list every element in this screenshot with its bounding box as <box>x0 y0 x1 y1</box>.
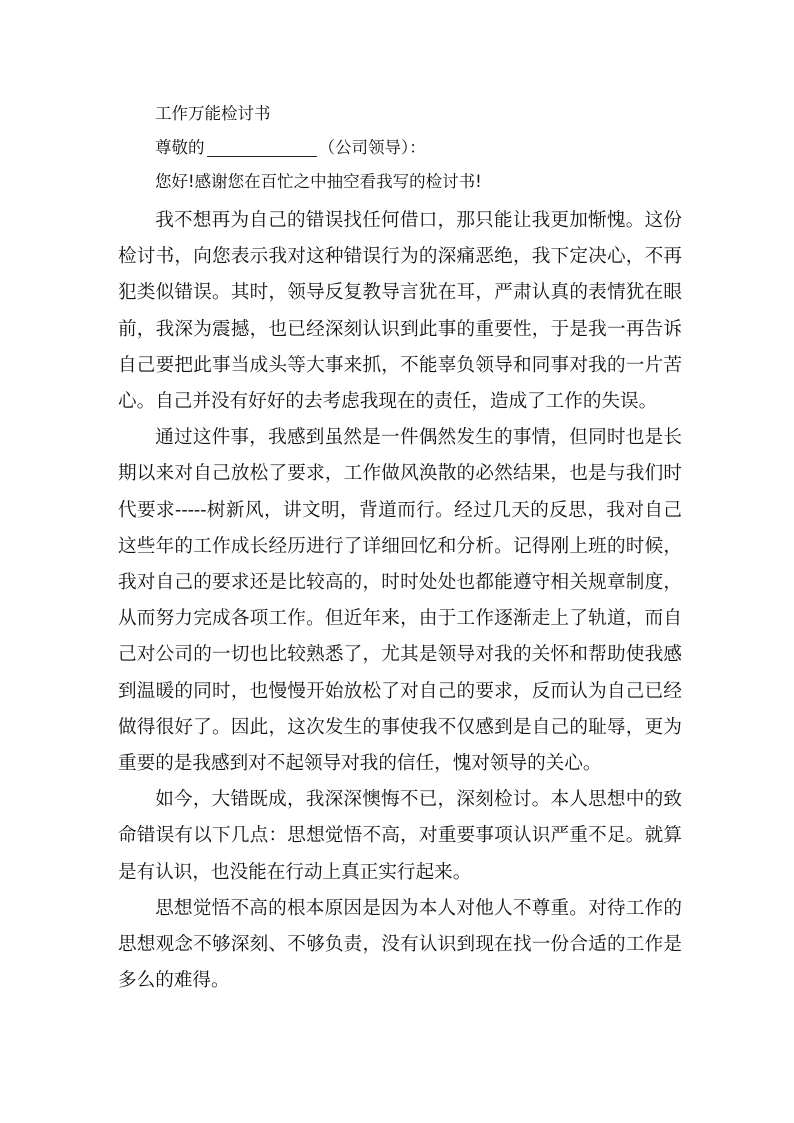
greeting: 您好!感谢您在百忙之中抽空看我写的检讨书! <box>155 172 482 191</box>
letter-body <box>118 203 682 999</box>
paragraph-1: 我不想再为自己的错误找任何借口，那只能让我更加惭愧。这份检讨书，向您表示我对这种错误行为的深痛恶绝，我下定决心，不再犯类似错误。其时，领导反复教导言犹在耳，严肃认真的表情犹在眼前，我深为震撼，也已经深刻认识到此事的重要性，于是我一再告诉自己要把此事当成头等大事来抓，不能辜负领导和同事对我的一片苦心。自己并没有好好的去考虑我现在的责任，造成了工作的失误。 <box>118 210 682 413</box>
salutation-prefix: 尊敬的 <box>155 138 205 157</box>
document-title: 工作万能检讨书 <box>155 104 271 123</box>
recipient-blank <box>207 138 317 157</box>
paragraph-4: 思想觉悟不高的根本原因是因为本人对他人不尊重。对待工作的思想观念不够深刻、不够负责，没有认识到现在找一份合适的工作是多么的难得。 <box>118 897 682 992</box>
salutation <box>155 131 715 165</box>
salutation-suffix: （公司领导）： <box>318 138 426 157</box>
paragraph-2: 通过这件事，我感到虽然是一件偶然发生的事情，但同时也是长期以来对自己放松了要求，工作做风涣散的必然结果，也是与我们时代要求-----树新风，讲文明，背道而行。经过几天的反思，我对自己这些年的工作成长经历进行了详细回忆和分析。记得刚上班的时候，我对自己的要求还是比较高的，时时处处也都能遵守相关规章制度，从而努力完成各项工作。但近年来，由于工作逐渐走上了轨道，而自己对公司的一切也比较熟悉了，尤其是领导对我的关怀和帮助使我感到温暖的同时，也慢慢开始放松了对自己的要求，反而认为自己已经做得很好了。因此，这次发生的事使我不仅感到是自己的耻辱，更为重要的是我感到对不起领导对我的信任，愧对领导的关心。 <box>118 427 682 775</box>
letter-header <box>155 97 715 199</box>
paragraph-3: 如今，大错既成，我深深懊悔不已，深刻检讨。本人思想中的致命错误有以下几点：思想觉悟不高，对重要事项认识严重不足。就算是有认识，也没能在行动上真正实行起来。 <box>118 789 682 883</box>
